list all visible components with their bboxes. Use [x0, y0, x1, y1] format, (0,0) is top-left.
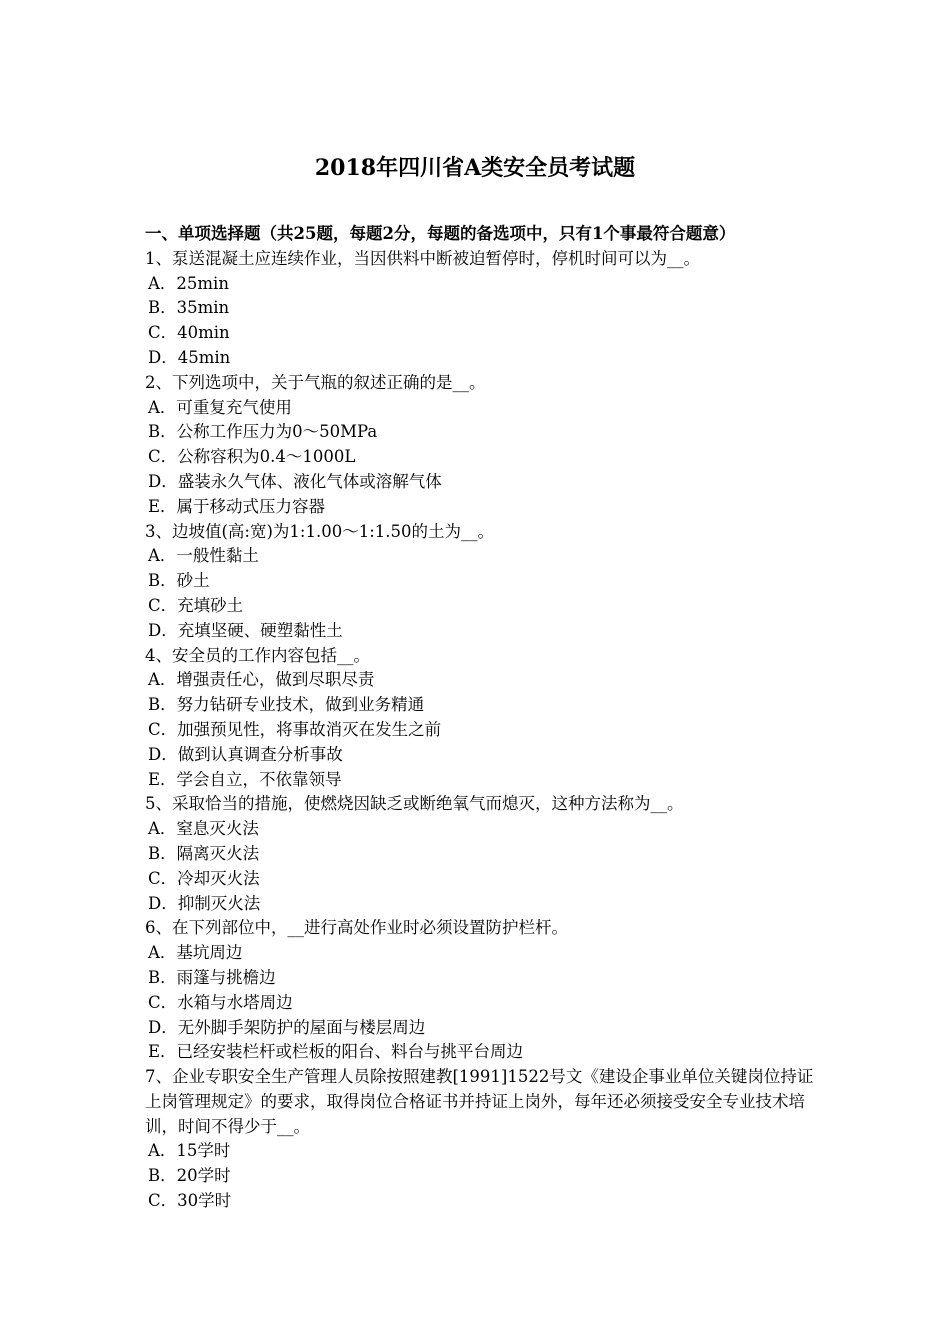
option-b: B．隔离灭火法 [148, 843, 260, 863]
document-title: 2018年四川省A类安全员考试题 [314, 155, 636, 181]
option-d: D．无外脚手架防护的屋面与楼层周边 [148, 1017, 426, 1037]
question-6 [145, 916, 815, 1065]
question-text: 7、企业专职安全生产管理人员除按照建教[1991]1522号文《建设企事业单位关键岗位持证上岗管理规定》的要求，取得岗位合格证书并持证上岗外，每年还必须接受安全专业技术培训，时间不得少于__。 [145, 1067, 814, 1136]
option-d: D．充填坚硬、硬塑黏性土 [148, 620, 343, 640]
option-b: B．35min [148, 298, 230, 318]
option-c: C．40min [148, 323, 230, 343]
option-e: E．已经安装栏杆或栏板的阳台、料台与挑平台周边 [148, 1042, 524, 1062]
option-c: C．公称容积为0.4～1000L [148, 447, 356, 467]
question-3 [145, 520, 815, 644]
option-c: C．30学时 [148, 1191, 232, 1211]
question-text: 5、采取恰当的措施，使燃烧因缺乏或断绝氧气而熄灭，这种方法称为__。 [145, 794, 684, 814]
option-d: D．抑制灭火法 [148, 893, 261, 913]
question-1 [145, 247, 815, 371]
option-a: A．可重复充气使用 [148, 397, 292, 417]
option-d: D．做到认真调查分析事故 [148, 744, 343, 764]
option-c: C．充填砂土 [148, 595, 244, 615]
question-7 [145, 1065, 815, 1214]
option-c: C．加强预见性，将事故消灭在发生之前 [148, 719, 442, 739]
document-body [145, 222, 815, 1214]
option-b: B．努力钻研专业技术，做到业务精通 [148, 695, 425, 715]
option-a: A．窒息灭火法 [148, 819, 259, 839]
option-d: D．盛装永久气体、液化气体或溶解气体 [148, 471, 442, 491]
option-b: B．砂土 [148, 571, 210, 591]
option-a: A．基坑周边 [148, 943, 243, 963]
option-b: B．雨篷与挑檐边 [148, 967, 276, 987]
option-a: A．一般性黏土 [148, 546, 259, 566]
option-a: A．增强责任心，做到尽职尽责 [148, 670, 375, 690]
question-4 [145, 644, 815, 793]
question-text: 4、安全员的工作内容包括__。 [145, 645, 370, 665]
question-text: 1、泵送混凝土应连续作业，当因供料中断被迫暂停时，停机时间可以为__。 [145, 248, 700, 268]
option-e: E．学会自立，不依靠领导 [148, 769, 342, 789]
option-c: C．水箱与水塔周边 [148, 992, 293, 1012]
question-2 [145, 371, 815, 520]
option-b: B．公称工作压力为0～50MPa [148, 422, 378, 442]
option-d: D．45min [148, 347, 231, 367]
question-5 [145, 792, 815, 916]
option-c: C．冷却灭火法 [148, 868, 260, 888]
option-a: A．15学时 [148, 1141, 231, 1161]
question-text: 3、边坡值(高:宽)为1:1.00～1:1.50的土为__。 [145, 521, 495, 541]
section-heading: 一、单项选择题（共25题，每题2分，每题的备选项中，只有1个事最符合题意） [145, 224, 736, 243]
question-text: 6、在下列部位中，__进行高处作业时必须设置防护栏杆。 [145, 918, 568, 938]
option-b: B．20学时 [148, 1166, 231, 1186]
question-text: 2、下列选项中，关于气瓶的叙述正确的是__。 [145, 372, 486, 392]
option-e: E．属于移动式压力容器 [148, 496, 326, 516]
option-a: A．25min [148, 273, 229, 293]
